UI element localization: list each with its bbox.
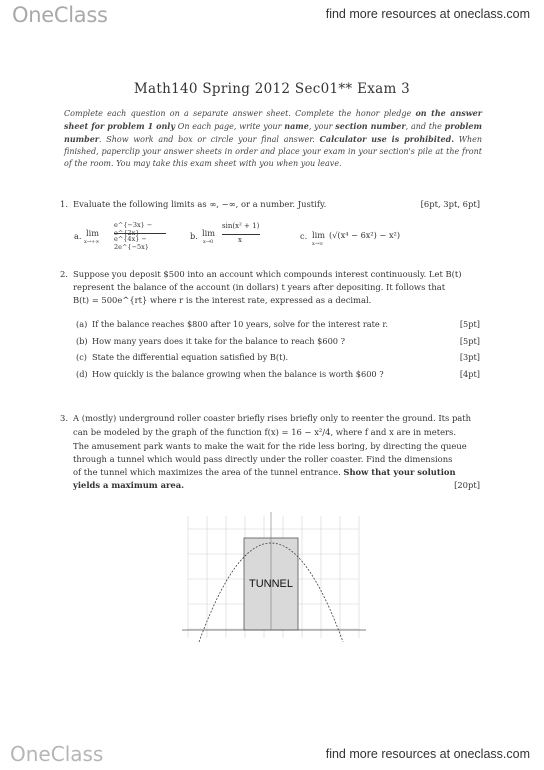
question-text-line: A (mostly) underground roller coaster briefly rises briefly only to reenter the ground. Its path	[73, 413, 472, 423]
question-text-line: The amusement park wants to make the wait for the ride less boring, by directing the queue	[73, 441, 467, 451]
part-text: How quickly is the balance growing when the balance is worth $600 ?	[92, 369, 384, 379]
part-text: How many years does it take for the balance to reach $600 ?	[92, 336, 345, 346]
question-2	[60, 268, 480, 308]
footer-tagline[interactable]: find more resources at oneclass.com	[325, 747, 530, 761]
oneclass-logo[interactable]	[12, 3, 108, 27]
part-label: (a)	[76, 319, 88, 329]
limit-b: b. lim x→0 sin(x² + 1) x	[190, 222, 260, 245]
question-2-part	[76, 319, 480, 331]
question-text-line: represent the balance of the account (in dollars) t years after depositing. It follows that	[73, 282, 446, 292]
question-text-line: B(t) = 500e^{rt} where r is the interest rate, expressed as a decimal.	[73, 295, 372, 305]
question-2-part	[76, 369, 480, 381]
footer-logo-text: OneClass	[10, 742, 104, 766]
part-label: (c)	[76, 352, 87, 362]
top-bar	[0, 0, 544, 34]
part-text: State the differential equation satisfied by B(t).	[92, 352, 289, 362]
exam-instructions: Complete each question on a separate answer sheet. Complete the honor pledge on the answer sheet for problem 1 only On each page, write your name, your section number, and the problem number. Show work and box or circle your final answer. Calculator use is prohibited. When finished, paperclip your answer sheets in order and place your exam in your section's pile at the front of the room. You may take this exam sheet with you when you leave.	[64, 108, 482, 168]
part-text: If the balance reaches $800 after 10 years, solve for the interest rate r.	[92, 319, 388, 329]
limit-a: a. lim x→+∞ e^{−3x} − e^{2x} e^{4x} − 2e^{−5x}	[74, 224, 174, 250]
question-number: 3.	[60, 413, 68, 423]
question-number: 1.	[60, 199, 68, 209]
question-text-line: through a tunnel which would pass directly under the roller coaster. Find the dimensions	[73, 454, 453, 464]
limit-c: c. lim x→∞ (√(x⁴ − 6x²) − x²)	[300, 230, 401, 247]
question-text: Evaluate the following limits as ∞, −∞, or a number. Justify.	[73, 199, 327, 209]
tunnel-graph	[178, 506, 370, 648]
question-points: [20pt]	[454, 480, 480, 490]
part-points: [4pt]	[459, 369, 480, 379]
question-text-line: yields a maximum area.	[73, 480, 185, 490]
part-points: [3pt]	[459, 352, 480, 362]
part-points: [5pt]	[459, 336, 480, 346]
logo-text: OneClass	[12, 3, 108, 27]
question-2-part	[76, 352, 480, 364]
question-2-part	[76, 336, 480, 348]
question-text-line: can be modeled by the graph of the function f(x) = 16 − x²/4, where f and x are in meters.	[73, 427, 456, 437]
question-3	[60, 412, 480, 502]
part-label: (b)	[76, 336, 88, 346]
exam-title: Math140 Spring 2012 Sec01** Exam 3	[133, 81, 411, 97]
part-label: (d)	[76, 369, 88, 379]
footer-oneclass-logo[interactable]	[10, 742, 103, 766]
question-points: [6pt, 3pt, 6pt]	[420, 199, 480, 209]
part-points: [5pt]	[459, 319, 480, 329]
tunnel-label: TUNNEL	[248, 578, 294, 590]
header-tagline[interactable]: find more resources at oneclass.com	[325, 7, 530, 21]
question-text-line: Suppose you deposit $500 into an account which compounds interest continuously. Let B(t)	[73, 269, 462, 279]
question-number: 2.	[60, 269, 68, 279]
question-text-line: of the tunnel which maximizes the area of the tunnel entrance. Show that your solution	[73, 467, 456, 477]
